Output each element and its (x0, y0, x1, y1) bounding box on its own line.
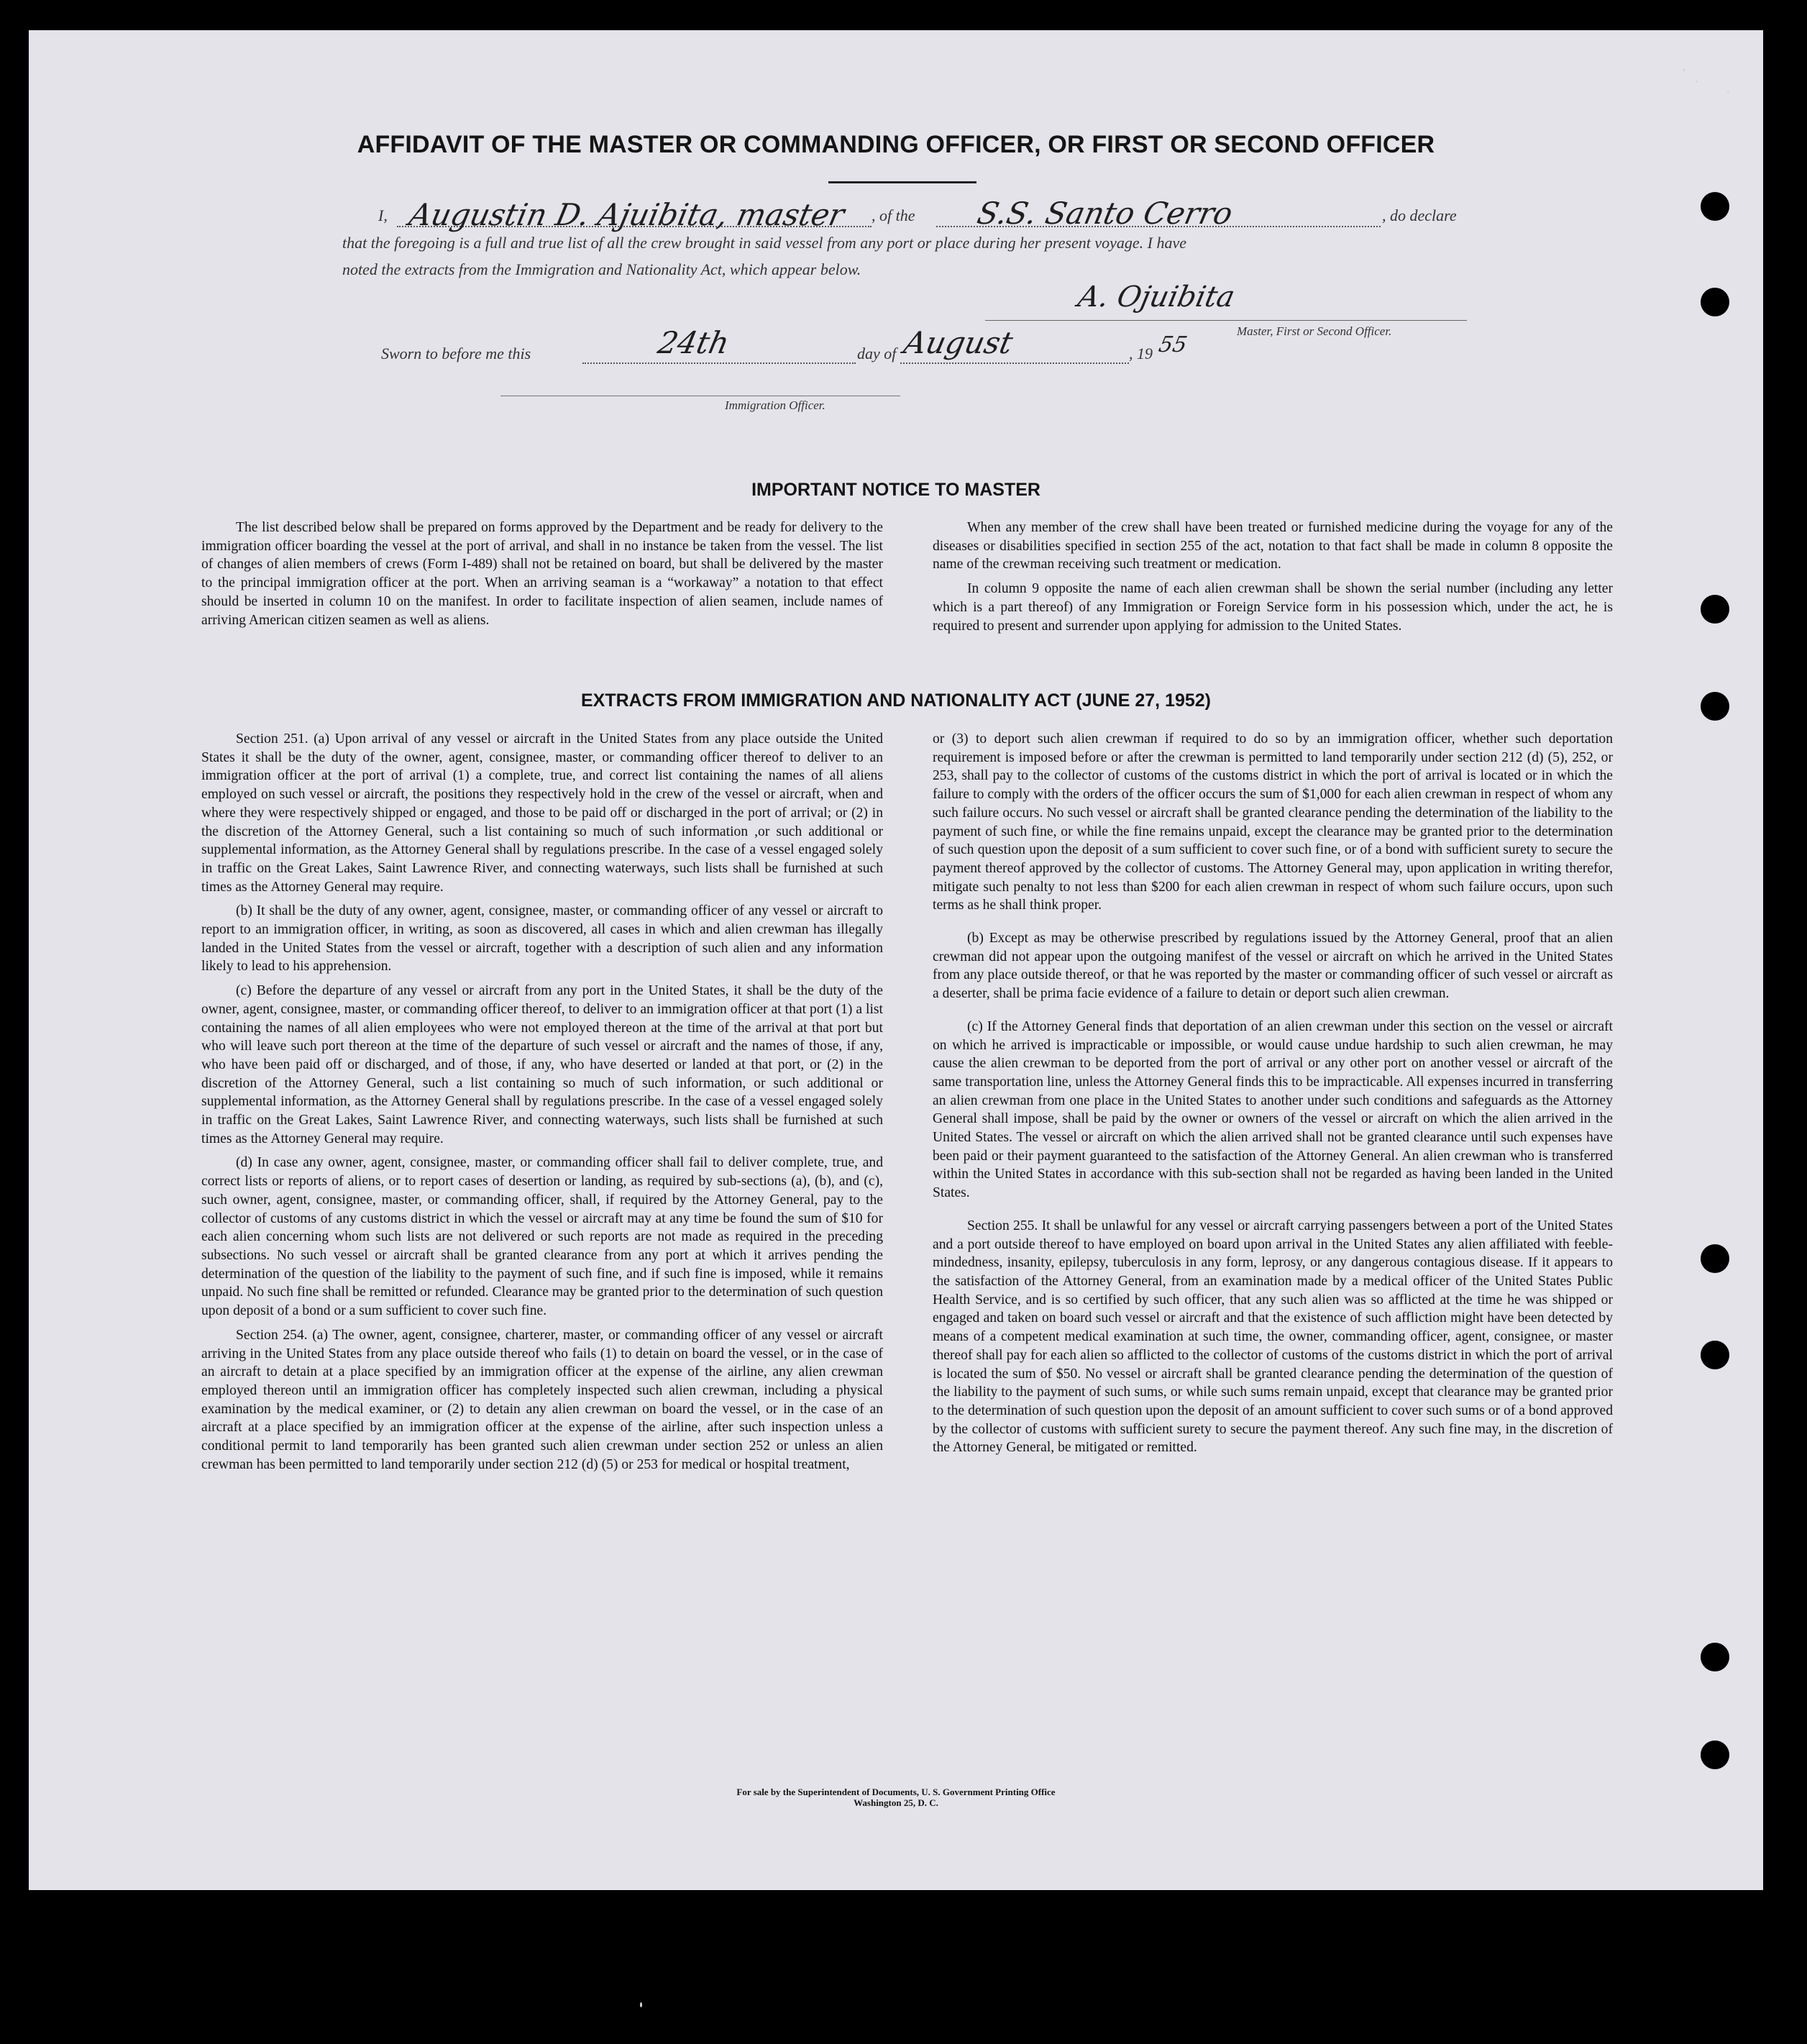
master-signature-handwriting: A. Ojuibita (1075, 280, 1238, 314)
section-251-c: (c) Before the departure of any vessel or aircraft from any port in the United States, it shall be the duty of the owner, agent, consignee, master, or commanding officer thereof, to deliver to an immigration officer at that port (1) a list containing the names of all alien employees who were not employed thereon at the time of the arrival at that port but who will leave such port thereon at the time of the departure of such vessel or aircraft and the names of those, if any, who have been paid off or discharged, and of those, if any, who have deserted or landed at that port, or (2) in the discretion of the Attorney General, such a list containing so much of such information, or such additional or supplemental information, as the Attorney General shall by regulations prescribe. In the case of a vessel engaged solely in traffic on the Great Lakes, Saint Lawrence River, and connecting waterways, such lists shall be furnished at such times as the Attorney General may require. (201, 983, 883, 1146)
declaration-of-the: , of the (872, 206, 915, 224)
sworn-month-handwriting: August (900, 325, 1016, 360)
scan-speck (640, 2002, 642, 2007)
section-254-c: (c) If the Attorney General finds that deportation of an alien crewman under this section on the vessel or aircraft on which he arrived is impracticable or impossible, or would cause undue hardship to such alien crewman, he may cause the alien crewman to be deported from the port of arrival or any other port on another vessel or aircraft of the same transportation line, unless the Attorney General finds this to be impracticable. All expenses incurred in transferring an alien crewman from one place in the United States to another under such conditions and safeguards as the Attorney General shall impose, shall be paid by the owner or owners of the vessel or aircraft on which the alien arrived in the United States. The vessel or aircraft on which the alien arrived shall not be granted clearance until such expenses have been paid or their payment guaranteed to the satisfaction of the Attorney General. An alien crewman who is transferred within the United States in accordance with this sub-section shall not be regarded as having been landed in the United States. (933, 1018, 1613, 1201)
scan-speck (1727, 91, 1729, 93)
notice-left-paragraph: The list described below shall be prepared on forms approved by the Department and be ready for delivery to the immigration officer boarding the vessel at the port of arrival, and shall in no instance be taken from the vessel. The list of changes of alien members of crews (Form I-489) shall not be retained on board, but shall be delivered by the master to the principal immigration officer at the port. When an arriving seaman is a “workaway” a notation to that effect should be inserted in column 10 on the manifest. In order to facilitate inspection of alien seamen, include names of arriving American citizen seamen as well as aliens. (201, 520, 883, 628)
notice-heading: IMPORTANT NOTICE TO MASTER (751, 480, 1040, 500)
notice-right-column (933, 519, 1613, 641)
section-255: Section 255. It shall be unlawful for any vessel or aircraft carrying passengers between a port of the United States and a port outside thereof to have employed on board upon arrival in the United States any alien affiliated with feeble-mindedness, insanity, epilepsy, tuberculosis in any form, leprosy, or any dangerous contagious disease. If it appears to the satisfaction of the Attorney General, from an examination made by a medical officer of the United States Public Health Service, and is so certified by such officer, that any such alien was so afflicted at the time he was shipped or engaged and taken on board such vessel or aircraft and that the existence of such affliction might have been detected by means of a competent medical examination at such time, the owner, commanding officer, agent, consignee, or master thereof shall pay for each alien so afflicted to the collector of customs of the customs district in which the port of arrival is located the sum of $50. No vessel or aircraft shall be granted clearance pending the determination of the question of the liability to the payment of such sums, or while such sums remain unpaid, except that clearance may be granted prior to the determination of such question upon the deposit of an amount sufficient to cover such sums or of a bond approved by the collector of customs with sufficient surety to secure the payment thereof. Any such fine may, in the discretion of the Attorney General, be mitigated or remitted. (933, 1218, 1613, 1456)
immigration-officer-caption: Immigration Officer. (725, 398, 825, 412)
sworn-year-prefix: , 19 (1129, 345, 1153, 362)
punch-hole (1701, 1244, 1729, 1273)
sworn-day-of: day of (857, 345, 897, 362)
printing-office-footer (29, 1787, 1763, 1808)
title-rule (828, 181, 976, 183)
master-name-handwriting: Augustin D. Ajuibita, master (406, 197, 848, 232)
sworn-year-handwriting: 55 (1156, 332, 1189, 357)
document-page (29, 30, 1763, 1890)
section-251-d: (d) In case any owner, agent, consignee, master, or commanding officer shall fail to deliver complete, true, and correct lists or reports of aliens, or to report cases of desertion or landing, as required by sub-sections (a), (b), and (c), such owner, agent, consignee, master, or commanding officer, shall, if required by the Attorney General, pay to the collector of customs of any customs district in which the vessel or aircraft may at any time be found the sum of $10 for each alien concerning whom such lists are not delivered or such reports are not made as required in the preceding subsections. No such vessel or aircraft shall be granted clearance from any port at which it arrives pending the determination of the question of the liability to the payment of such fine, and if such fine is imposed, while it remains unpaid. No such fine shall be remitted or refunded. Clearance may be granted prior to the determination of such question upon deposit of a bond or a sum sufficient to cover such fine. (201, 1155, 883, 1319)
declaration-i: I, (378, 206, 388, 224)
extracts-heading: EXTRACTS FROM IMMIGRATION AND NATIONALITY ACT (JUNE 27, 1952) (581, 690, 1211, 711)
extracts-left-column (201, 730, 883, 1479)
notice-right-paragraph-1: When any member of the crew shall have been treated or furnished medicine during the voyage for any of the diseases or disabilities specified in section 255 of the act, notation to that fact shall be made in column 8 opposite the name of the crewman receiving such treatment or medication. (933, 520, 1613, 572)
section-254-a-continued: or (3) to deport such alien crewman if required to do so by an immigration officer, whether such deportation requirement is imposed before or after the crewman is permitted to land temporarily under section 212 (d) (5), 252, or 253, shall pay to the collector of customs of the customs district in which the port of arrival is located or in which the failure to comply with the orders of the officer occurs the sum of $1,000 for each alien crewman in respect of whom any such failure occurs. No such vessel or aircraft shall be granted clearance pending the determination of the liability to the payment of such fine, or while the fine remains unpaid, except the clearance may be granted prior to the determination of such question upon the deposit of a sum sufficient to cover such fine, or of a bond with sufficient surety to secure the payment thereof approved by the collector of customs. The Attorney General may, upon application in writing therefor, mitigate such penalty to not less than $200 for each alien crewman in respect of whom such failure occurs, upon such terms as he shall think proper. (933, 731, 1613, 913)
declaration-do-declare: , do declare (1382, 206, 1457, 224)
sworn-day-handwriting: 24th (654, 325, 733, 360)
form-title: AFFIDAVIT OF THE MASTER OR COMMANDING OFFICER, OR FIRST OR SECOND OFFICER (357, 131, 1435, 158)
footer-line-1: For sale by the Superintendent of Documents, U. S. Government Printing Office (736, 1787, 1056, 1797)
punch-hole (1701, 288, 1729, 316)
signature-line (985, 320, 1467, 321)
month-line (900, 362, 1129, 364)
punch-hole (1701, 192, 1729, 221)
scan-speck (1696, 81, 1698, 83)
notice-left-column (201, 519, 883, 635)
sworn-prefix: Sworn to before me this (381, 345, 531, 362)
punch-hole (1701, 1643, 1729, 1671)
extracts-right-column (933, 730, 1613, 1463)
section-254-b: (b) Except as may be otherwise prescribed by regulations issued by the Attorney General, proof that an alien crewman did not appear upon the outgoing manifest of the vessel or aircraft on which he arrived in the United States from any place outside thereof, or that he was reported by the master or commanding officer of such vessel or aircraft as a deserter, shall be prima facie evidence of a failure to detain or deport such alien crewman. (933, 931, 1613, 1002)
vessel-name-handwriting: S.S. Santo Cerro (974, 196, 1236, 231)
declaration-line-2: that the foregoing is a full and true list of all the crew brought in said vessel from any port or place during her present voyage. I have (342, 234, 1187, 252)
punch-hole (1701, 1341, 1729, 1369)
footer-line-2: Washington 25, D. C. (854, 1797, 938, 1808)
signature-caption: Master, First or Second Officer. (1237, 324, 1392, 338)
day-line (582, 362, 856, 364)
punch-hole (1701, 595, 1729, 624)
declaration-line-3: noted the extracts from the Immigration and Nationality Act, which appear below. (342, 260, 861, 278)
notice-right-paragraph-2: In column 9 opposite the name of each alien crewman shall be shown the serial number (including any letter which is a part thereof) of any Immigration or Foreign Service form in his possession which, under the act, he is required to present and surrender upon applying for admission to the United States. (933, 581, 1613, 634)
scan-speck (1683, 68, 1685, 71)
section-251-a: Section 251. (a) Upon arrival of any vessel or aircraft in the United States from any place outside the United States it shall be the duty of the owner, agent, consignee, master, or commanding officer thereof to deliver to an immigration officer at the port of arrival (1) a complete, true, and correct list containing the names of all aliens employed on such vessel or aircraft, the positions they respectively hold in the crew of the vessel or aircraft, when and where they were respectively shipped or engaged, and those to be paid off or discharged in the port of arrival; or (2) in the discretion of the Attorney General, such a list containing so much of such information ,or such additional or supplemental information, as the Attorney General shall by regulations prescribe. In the case of a vessel engaged solely in traffic on the Great Lakes, Saint Lawrence River, and connecting waterways, such lists shall be furnished at such times as the Attorney General may require. (201, 731, 883, 895)
section-254-a: Section 254. (a) The owner, agent, consignee, charterer, master, or commanding officer of any vessel or aircraft arriving in the United States from any place outside thereof who fails (1) to detain on board the vessel, or in the case of an aircraft to detain at a place specified by an immigration officer at the expense of the airline, any alien crewman employed thereon until an immigration officer has completely inspected such alien crewman, including a physical examination by the medical examiner, or (2) to detain any alien crewman on board the vessel, or in the case of an aircraft at a place specified by an immigration officer at the expense of the airline, after such inspection unless a conditional permit to land temporarily has been granted such alien crewman under section 252 or unless an alien crewman has been permitted to land temporarily under section 212 (d) (5) or 253 for medical or hospital treatment, (201, 1327, 883, 1472)
punch-hole (1701, 1740, 1729, 1769)
section-251-b: (b) It shall be the duty of any owner, agent, consignee, master, or commanding officer of any vessel or aircraft to report to an immigration officer, in writing, as soon as discovered, all cases in which and alien crewman has illegally landed in the United States from the vessel or aircraft, together with a description of such alien and any information likely to lead to his apprehension. (201, 903, 883, 975)
